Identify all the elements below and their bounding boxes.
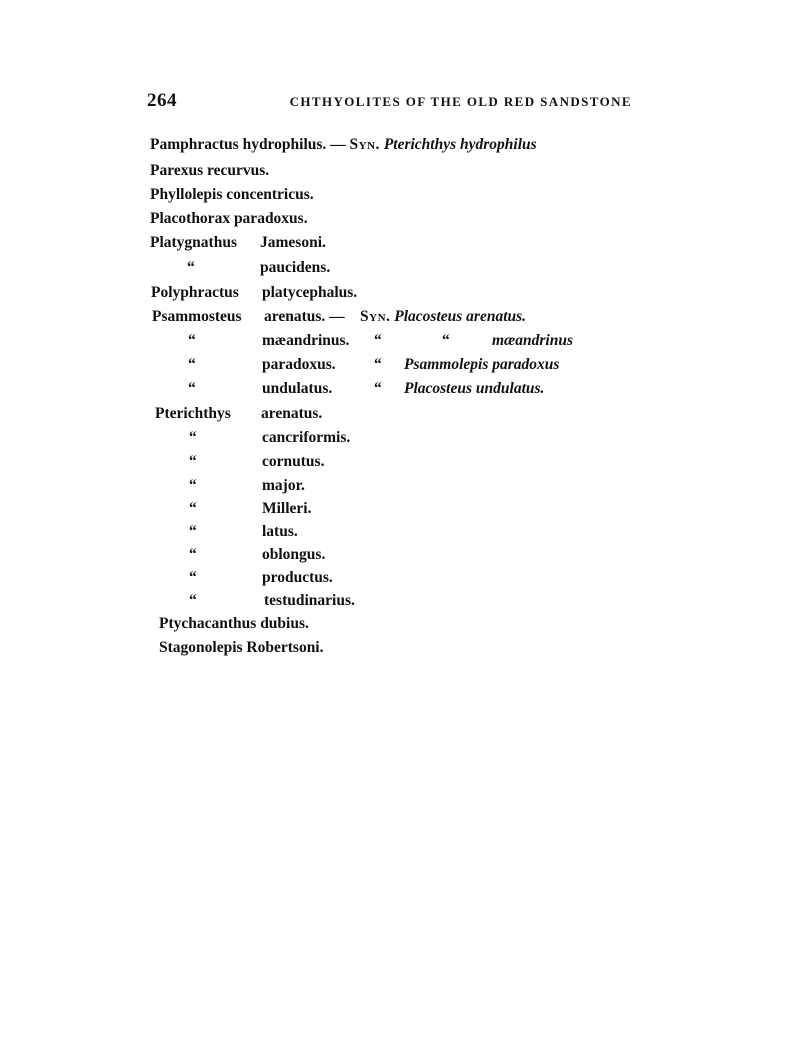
- genus-name: Psammosteus: [152, 308, 242, 325]
- ditto-mark: “: [374, 380, 382, 397]
- species-name: arenatus. —: [264, 308, 345, 325]
- ditto-mark: “: [188, 380, 196, 397]
- genus-name: Polyphractus: [151, 284, 239, 301]
- species-name: mæandrinus.: [262, 332, 350, 349]
- entry-ptychacanthus: Ptychacanthus dubius.: [159, 615, 309, 632]
- ditto-mark: “: [374, 356, 382, 373]
- species-name: undulatus.: [262, 380, 333, 397]
- species-name: latus.: [262, 523, 298, 540]
- species-name: Jamesoni.: [260, 234, 326, 251]
- synonym-name: mæandrinus: [492, 332, 573, 349]
- ditto-mark: “: [189, 569, 197, 586]
- page-number: 264: [147, 90, 177, 111]
- synonym-name: Placosteus arenatus.: [394, 308, 527, 325]
- ditto-mark: “: [189, 546, 197, 563]
- species-name: oblongus.: [262, 546, 326, 563]
- synonym-marker: Syn.: [349, 136, 380, 153]
- entry-phyllolepis: Phyllolepis concentricus.: [150, 186, 314, 203]
- species-name: cornutus.: [262, 453, 325, 470]
- entry-stagonolepis: Stagonolepis Robertsoni.: [159, 639, 324, 656]
- ditto-mark: “: [374, 332, 382, 349]
- ditto-mark: “: [189, 477, 197, 494]
- ditto-mark: “: [442, 332, 450, 349]
- entry-pamphractus: [150, 137, 537, 153]
- ditto-mark: “: [189, 523, 197, 540]
- species-name: testudinarius.: [264, 592, 355, 609]
- synonym-name: Placosteus undulatus.: [404, 380, 545, 397]
- species-name: platycephalus.: [262, 284, 358, 301]
- entry-parexus: Parexus recurvus.: [150, 162, 270, 179]
- ditto-mark: “: [189, 453, 197, 470]
- ditto-mark: “: [189, 500, 197, 517]
- species-name: paucidens.: [260, 259, 331, 276]
- ditto-mark: “: [187, 259, 195, 276]
- genus-name: Pterichthys: [155, 405, 231, 422]
- page-header: [147, 90, 632, 112]
- synonym-marker: Syn.: [360, 308, 391, 325]
- species-name: arenatus.: [261, 405, 323, 422]
- ditto-mark: “: [188, 332, 196, 349]
- entry-placothorax: Placothorax paradoxus.: [150, 210, 308, 227]
- species-name: major.: [262, 477, 305, 494]
- species-name: Milleri.: [262, 500, 312, 517]
- ditto-mark: “: [189, 429, 197, 446]
- running-title: CHTHYOLITES OF THE OLD RED SANDSTONE: [289, 94, 632, 109]
- genus-name: Platygnathus: [150, 234, 237, 251]
- ditto-mark: “: [188, 356, 196, 373]
- species-name: productus.: [262, 569, 333, 586]
- entry-name: Pamphractus hydrophilus. —: [150, 136, 346, 153]
- ditto-mark: “: [189, 592, 197, 609]
- species-name: paradoxus.: [262, 356, 336, 373]
- synonym-name: Psammolepis paradoxus: [404, 356, 560, 373]
- synonym-block: [360, 309, 526, 325]
- synonym-name: Pterichthys hydrophilus: [383, 136, 537, 153]
- species-name: cancriformis.: [262, 429, 351, 446]
